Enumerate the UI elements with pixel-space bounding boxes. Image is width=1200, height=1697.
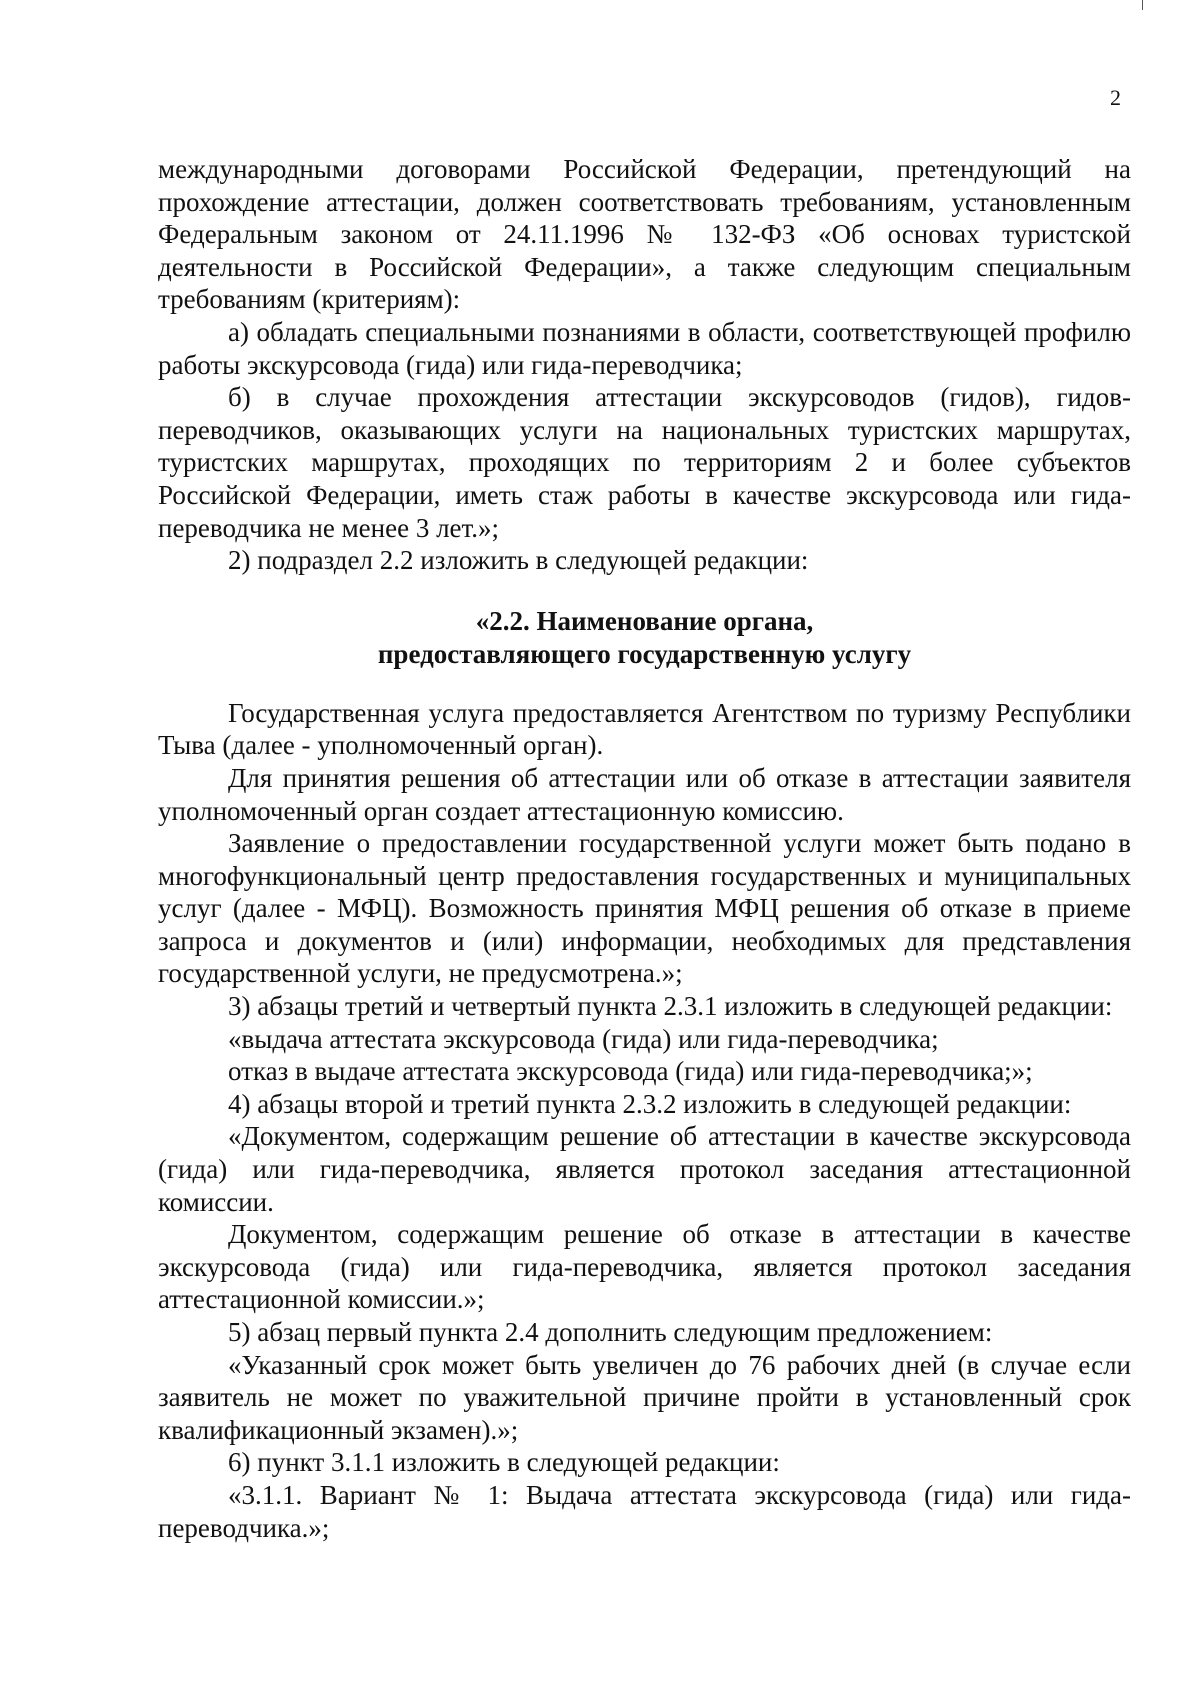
page-number: 2	[1110, 85, 1121, 110]
paragraph: 4) абзацы второй и третий пункта 2.3.2 изложить в следующей редакции:	[228, 1088, 1072, 1119]
paragraph: «выдача аттестата экскурсовода (гида) или гида-переводчика;	[228, 1023, 939, 1054]
paragraph: Документом, содержащим решение об отказе в аттестации в качестве экскурсовода (гида) или гида-переводчика, является протокол заседания аттестационной комиссии.»;	[158, 1219, 1131, 1315]
paragraph: 6) пункт 3.1.1 изложить в следующей редакции:	[228, 1447, 780, 1478]
page-edge-mark	[1142, 0, 1143, 10]
paragraph: Государственная услуга предоставляется Агентством по туризму Республики Тыва (далее - уполномоченный орган).	[158, 697, 1131, 761]
section-heading	[158, 605, 1131, 671]
paragraph: Заявление о предоставлении государственной услуги может быть подано в многофункциональный центр предоставления государственных и муниципальных услуг (далее - МФЦ). Возможность принятия МФЦ решения об отказе в приеме запроса и документов и (или) информации, необходимых для представления государственной услуги, не предусмотрена.»;	[158, 828, 1131, 989]
paragraph: «3.1.1. Вариант № 1: Выдача аттестата экскурсовода (гида) или гида-переводчика.»;	[158, 1479, 1131, 1543]
paragraph: Для принятия решения об аттестации или об отказе в аттестации заявителя уполномоченный орган создает аттестационную комиссию.	[158, 762, 1131, 826]
section-heading-line-2: предоставляющего государственную услугу	[377, 638, 912, 669]
paragraph: отказ в выдаче аттестата экскурсовода (гида) или гида-переводчика;»;	[228, 1056, 1033, 1087]
document-body	[158, 153, 1131, 1544]
paragraph: а) обладать специальными познаниями в области, соответствующей профилю работы экскурсовода (гида) или гида-переводчика;	[158, 316, 1131, 380]
paragraph: б) в случае прохождения аттестации экскурсоводов (гидов), гидов-переводчиков, оказывающих услуги на национальных туристских маршрутах, туристских маршрутах, проходящих по территориям 2 и более субъектов Российской Федерации, иметь стаж работы в качестве экскурсовода или гида-переводчика не менее 3 лет.»;	[158, 382, 1131, 543]
paragraph: 5) абзац первый пункта 2.4 дополнить следующим предложением:	[228, 1317, 993, 1347]
paragraph: 2) подраздел 2.2 изложить в следующей редакции:	[228, 545, 809, 576]
paragraph: 3) абзацы третий и четвертый пункта 2.3.1 изложить в следующей редакции:	[228, 991, 1113, 1022]
paragraph: международными договорами Российской Федерации, претендующий на прохождение аттестации, должен соответствовать требованиям, установленным Федеральным законом от 24.11.1996 № 132-ФЗ «Об основах туристской деятельности в Российской Федерации», а также следующим специальным требованиям (критериям):	[158, 154, 1131, 315]
paragraph: «Указанный срок может быть увеличен до 76 рабочих дней (в случае если заявитель не может по уважительной причине пройти в установленный срок квалификационный экзамен).»;	[158, 1349, 1131, 1445]
section-heading-line-1: «2.2. Наименование органа,	[475, 605, 814, 636]
paragraph: «Документом, содержащим решение об аттестации в качестве экскурсовода (гида) или гида-переводчика, является протокол заседания аттестационной комиссии.	[158, 1121, 1131, 1217]
